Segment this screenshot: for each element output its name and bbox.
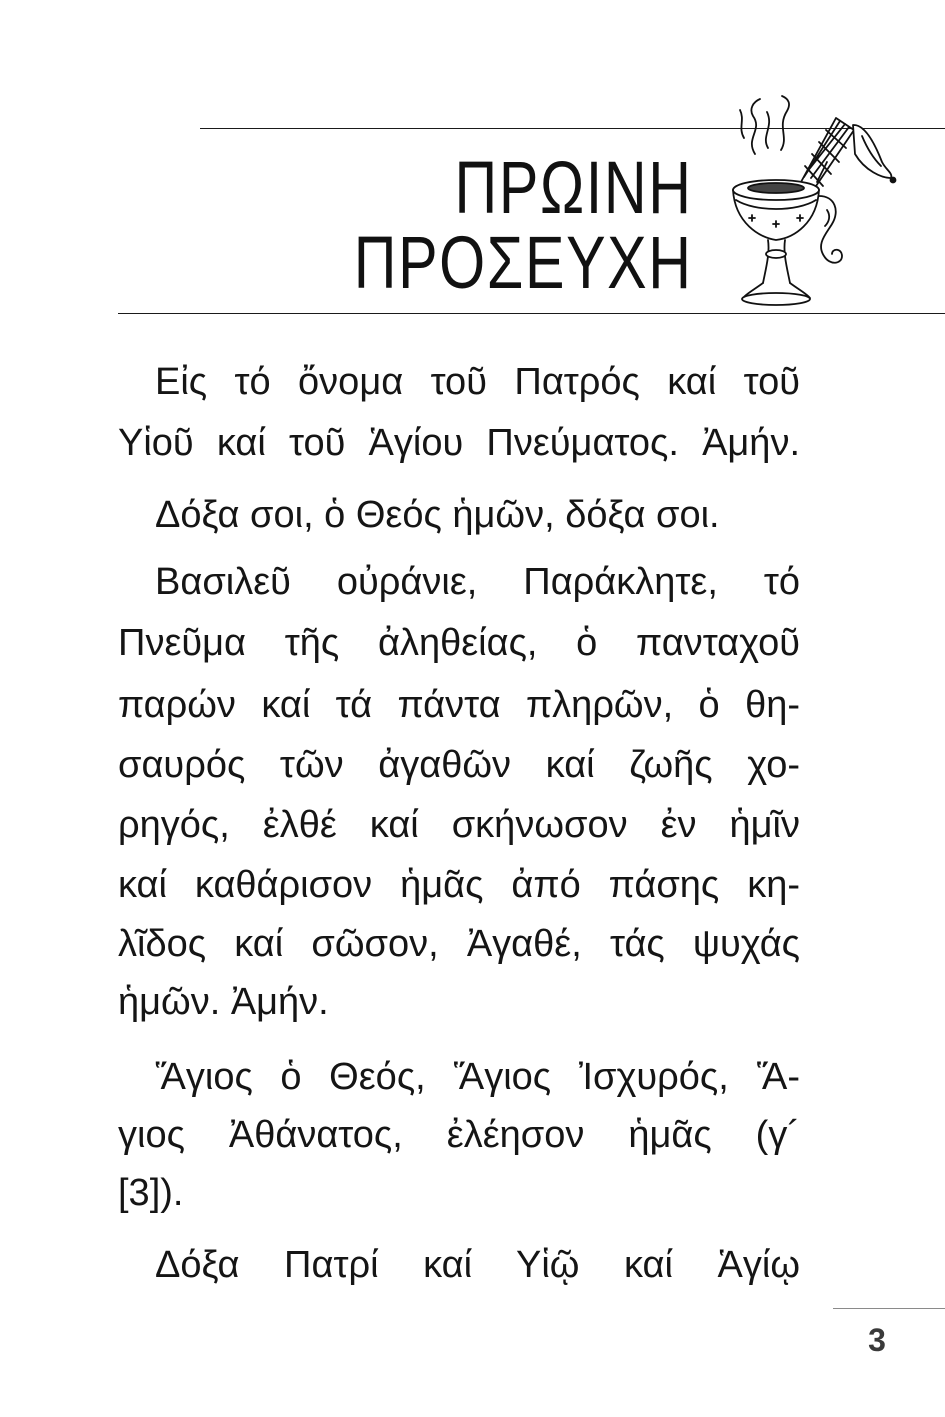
page-title-line-1: ΠΡΩΙΝΗ bbox=[454, 146, 693, 229]
page-title-line-2: ΠΡΟΣΕΥΧΗ bbox=[354, 221, 693, 304]
chalice-and-censer-illustration bbox=[715, 92, 905, 307]
footer-rule bbox=[833, 1308, 945, 1309]
text-line: Υἱοῦ καί τοῦ Ἁγίου Πνεύματος. Ἀμήν. bbox=[118, 422, 800, 464]
steam-icon bbox=[740, 96, 789, 154]
text-line: καί καθάρισον ἡμᾶς ἀπό πάσης κη- bbox=[118, 864, 800, 906]
text-line: ρηγός, ἐλθέ καί σκήνωσον ἐν ἡμῖν bbox=[118, 804, 800, 846]
text-line: λῖδος καί σῶσον, Ἀγαθέ, τάς ψυχάς bbox=[118, 923, 800, 965]
text-line: Εἰς τό ὄνομα τοῦ Πατρός καί τοῦ bbox=[155, 361, 800, 403]
text-line: [3]). bbox=[118, 1172, 184, 1214]
censer-icon bbox=[801, 118, 896, 189]
text-line: ἡμῶν. Ἀμήν. bbox=[118, 981, 329, 1023]
chalice-icon bbox=[733, 180, 842, 305]
text-line: σαυρός τῶν ἀγαθῶν καί ζωῆς χο- bbox=[118, 744, 800, 786]
text-line: γιος Ἀθάνατος, ἐλέησον ἡμᾶς (γ´ bbox=[118, 1114, 800, 1156]
text-line: Δόξα σοι, ὁ Θεός ἡμῶν, δόξα σοι. bbox=[155, 494, 720, 536]
header-bottom-rule bbox=[118, 313, 945, 314]
text-line: Βασιλεῦ οὐράνιε, Παράκλητε, τό bbox=[155, 561, 800, 603]
page-number: 3 bbox=[868, 1322, 886, 1358]
text-line: Ἅγιος ὁ Θεός, Ἅγιος Ἰσχυρός, Ἅ- bbox=[155, 1056, 800, 1098]
text-line: Πνεῦμα τῆς ἀληθείας, ὁ πανταχοῦ bbox=[118, 622, 800, 664]
text-line: Δόξα Πατρί καί Υἱῷ καί Ἁγίῳ bbox=[155, 1244, 800, 1286]
text-line: παρών καί τά πάντα πληρῶν, ὁ θη- bbox=[118, 684, 800, 726]
